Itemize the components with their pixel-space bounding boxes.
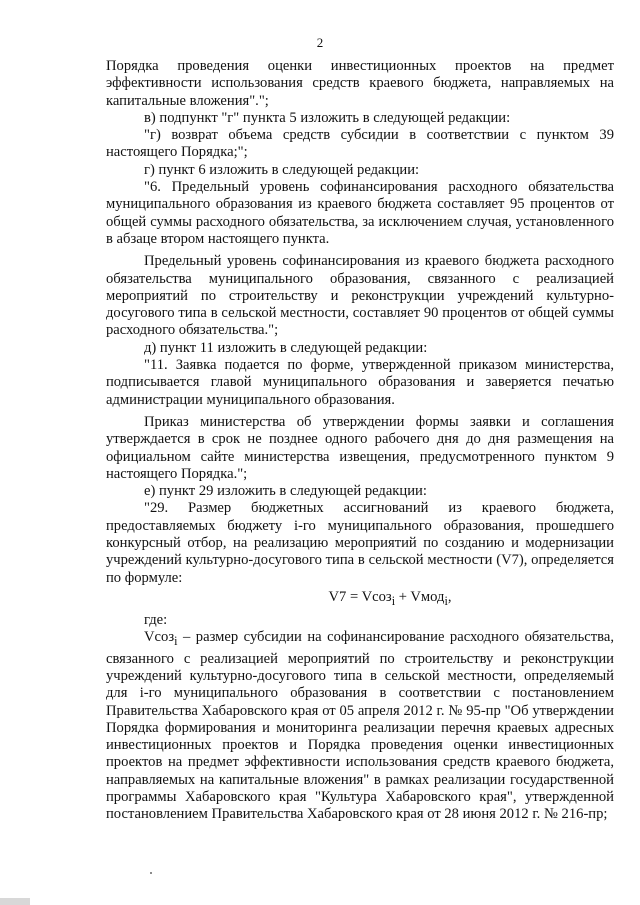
paragraph-continuation: Порядка проведения оценки инвестиционных проектов на предмет эффективности использования средств краевого бюджета, направляемых на капитальные вложения"."; <box>106 58 614 109</box>
scan-speck <box>150 872 152 874</box>
definition-vsoz <box>106 629 614 823</box>
paragraph-point-11-second: Приказ министерства об утверждении формы заявки и соглашения утверждается в срок не позднее одного рабочего дня до дня размещения на официальном сайте министерства извещения, предусмотренного пунктом 9 настоящего Порядка."; <box>106 413 614 482</box>
paragraph-point-11: "11. Заявка подается по форме, утвержденной приказом министерства, подписывается главой муниципального образования и заверяется печатью администрации муниципального образования. <box>106 357 614 408</box>
scan-edge-artifact <box>0 898 30 905</box>
formula-sub-i-2: i <box>444 593 448 608</box>
formula-tail: , <box>447 588 452 605</box>
document-body <box>106 58 614 824</box>
formula-plus: + <box>395 588 411 605</box>
paragraph-point-6-second: Предельный уровень софинансирования из краевого бюджета расходного обязательства муниципального образования, связанного с реализацией мероприятий по строительству и реконструкции учреждений культурно-досугового типа в сельской местности, составляет 90 процентов от общей суммы расходного обязательства."; <box>106 253 614 339</box>
paragraph-subitem-v: в) подпункт "г" пункта 5 изложить в следующей редакции: <box>144 109 511 126</box>
formula-lhs: V7 = <box>328 588 362 605</box>
paragraph-item-e: е) пункт 29 изложить в следующей редакции: <box>144 483 427 500</box>
page-number: 2 <box>316 35 324 50</box>
definition-sub-i: i <box>174 634 178 649</box>
paragraph-point-29: "29. Размер бюджетных ассигнований из краевого бюджета, предоставляемых бюджету i-го муниципального образования, прошедшего конкурсный отбор, на реализацию мероприятий по созданию и модернизации учреждений культурно-досугового типа в сельской местности (V7), определяется по формуле: <box>106 500 614 586</box>
paragraph-point-6: "6. Предельный уровень софинансирования расходного обязательства муниципального образования из краевого бюджета составляет 95 процентов от общей суммы расходного обязательства, за исключением случая, установленного в абзаце втором настоящего пункта. <box>106 179 614 247</box>
formula-sub-i-1: i <box>391 593 396 608</box>
definition-text: – размер субсидии на софинансирование расходного обязательства, связанного с реализацией мероприятий по строительству и реконструкции учреждений культурно-досугового типа в сельской местности, определяемый для i-го муниципального образования в соответствии с постановлением Правительства Хабаровского края от 05 апреля 2012 г. № 95-пр "Об утверждении Порядка формирования и мониторинга реализации перечня краевых адресных инвестиционных проектов и Порядка проведения оценки инвестиционных проектов на предмет эффективности использования средств краевого бюджета, направляемых на капитальные вложения" в рамках реализации государственной программы Хабаровского края "Культура Хабаровского края", утвержденной постановлением Правительства Хабаровского края от 28 июня 2012 г. № 216-пр; <box>106 629 614 823</box>
where-label: где: <box>144 612 168 629</box>
definition-symbol: Vсоз <box>144 629 175 646</box>
paragraph-item-d: д) пункт 11 изложить в следующей редакции: <box>144 339 428 356</box>
paragraph-item-g: г) пункт 6 изложить в следующей редакции: <box>144 161 420 178</box>
paragraph-subitem-g-text: "г) возврат объема средств субсидии в соответствии с пунктом 39 настоящего Порядка;"; <box>106 127 614 161</box>
formula-term-soz: Vсоз <box>361 588 392 605</box>
formula <box>106 589 614 610</box>
formula-term-mod: Vмод <box>410 588 445 605</box>
